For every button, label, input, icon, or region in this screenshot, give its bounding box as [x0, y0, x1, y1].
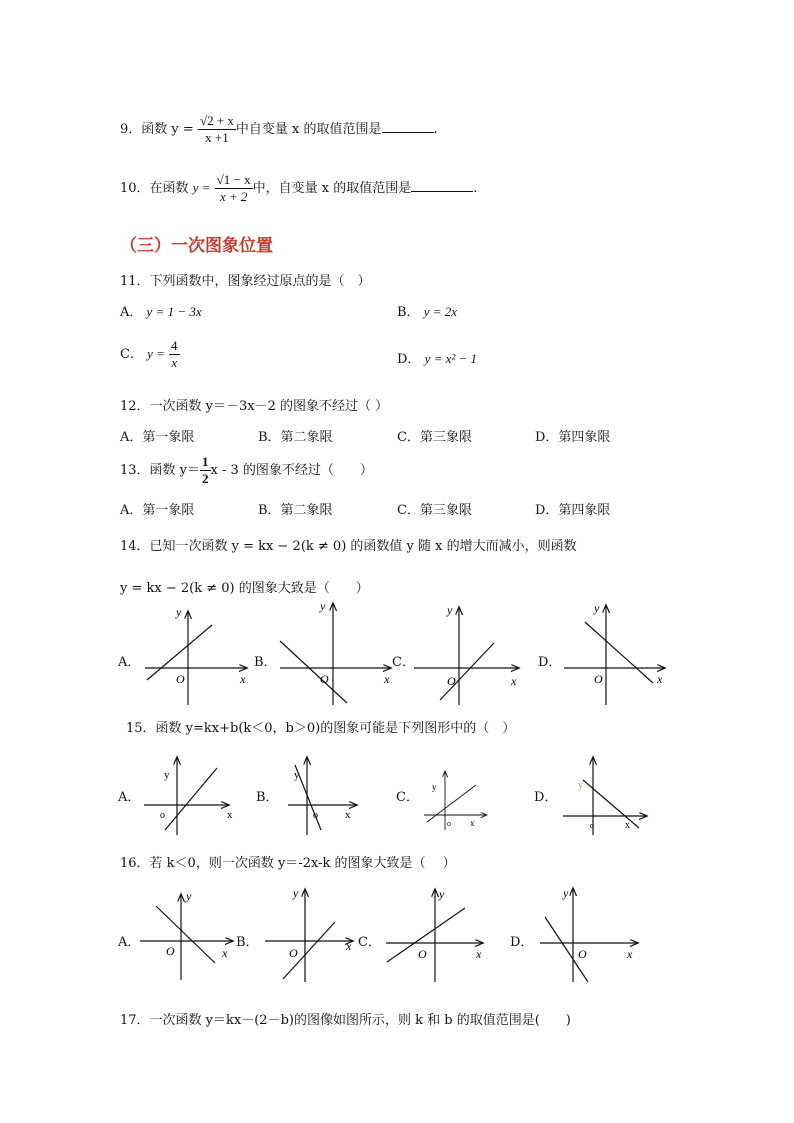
q14-label-d[interactable]: D． — [538, 655, 562, 670]
q13-option-d[interactable]: D．第四象限 — [535, 503, 611, 518]
q15-label-a[interactable]: A． — [118, 790, 141, 805]
svg-text:x: x — [657, 672, 663, 686]
q12-option-a[interactable]: A．第一象限 — [120, 430, 195, 445]
section-title: （三）一次图象位置 — [120, 236, 273, 256]
axis-x-label: x — [240, 672, 246, 686]
q15-graph-a[interactable] — [144, 758, 228, 835]
axis-y-label: y — [176, 605, 182, 619]
svg-text:o: o — [447, 819, 451, 828]
svg-text:x: x — [476, 947, 482, 961]
svg-text:x: x — [470, 818, 475, 828]
q11-option-d[interactable]: D． y = x² − 1 — [397, 351, 478, 367]
question-15: 15．函数 y=kx+b(k＜0，b＞0)的图象可能是下列图形中的（ ） — [126, 721, 516, 736]
svg-text:x: x — [345, 809, 351, 821]
q14-graph-a[interactable] — [145, 612, 246, 705]
svg-text:o: o — [590, 821, 594, 830]
q16-graph-b[interactable] — [265, 890, 352, 982]
q13-option-c[interactable]: C．第三象限 — [397, 503, 472, 518]
q13-option-a[interactable]: A．第一象限 — [120, 503, 195, 518]
q14-graph-d[interactable] — [564, 606, 664, 705]
q14-graph-b[interactable] — [280, 604, 390, 705]
q16-graph-c[interactable] — [386, 890, 482, 982]
question-9: 9．函数 y = $\frac{√2 + x}{x +1}$ 中自变量 x 的取值范围是 . — [120, 113, 438, 145]
svg-text:y: y — [447, 603, 453, 617]
question-11: 11．下列函数中，图象经过原点的是（ ） — [120, 274, 371, 289]
q16-graph-a[interactable] — [140, 895, 232, 980]
q9-fraction: $\frac{√2 + x}{x +1}$ — [199, 113, 234, 145]
question-10: 10．在函数 y = $\frac{√1 - x}{x + 2}$ 中，自变量 x 的取值范围是 . — [120, 172, 478, 204]
svg-text:x: x — [384, 672, 390, 686]
origin-label: O — [176, 672, 185, 686]
svg-text:O: O — [166, 944, 175, 958]
svg-text:x: x — [511, 674, 517, 688]
question-14-line2: y = kx − 2(k ≠ 0) 的图象大致是（ ） — [120, 581, 369, 596]
q15-label-c[interactable]: C． — [396, 790, 419, 805]
q10-fraction: $\frac{√1 - x}{x + 2}$ — [216, 172, 251, 204]
q15-graph-d[interactable] — [563, 758, 646, 835]
q14-label-a[interactable]: A． — [118, 655, 141, 670]
q12-option-c[interactable]: C．第三象限 — [397, 430, 472, 445]
question-16: 16．若 k＜0，则一次函数 y＝-2x-k 的图象大致是（ ） — [120, 856, 456, 871]
svg-text:O: O — [320, 672, 329, 686]
svg-text:y: y — [594, 601, 600, 615]
svg-text:O: O — [447, 674, 456, 688]
svg-text:x: x — [227, 809, 233, 821]
svg-text:y: y — [293, 886, 299, 900]
q16-label-b[interactable]: B． — [236, 935, 259, 950]
svg-text:y: y — [320, 599, 326, 613]
svg-text:y: y — [439, 887, 445, 901]
svg-text:x: x — [627, 947, 633, 961]
svg-text:y: y — [563, 886, 569, 900]
svg-text:o: o — [313, 810, 318, 821]
question-14-line1: 14．已知一次函数 y = kx − 2(k ≠ 0) 的函数值 y 随 x 的增大而减小，则函数 — [120, 539, 577, 554]
q16-label-d[interactable]: D． — [510, 935, 534, 950]
q16-label-c[interactable]: C． — [358, 935, 381, 950]
svg-text:O: O — [418, 947, 427, 961]
q11-option-b[interactable]: B． y = 2x — [397, 304, 458, 320]
q11-option-c[interactable]: C． y = $\frac{4}{x}$ — [120, 338, 178, 370]
q15-graph-c[interactable] — [424, 772, 486, 830]
q16-graph-d[interactable] — [540, 889, 637, 982]
svg-text:x: x — [222, 946, 228, 960]
q15-label-d[interactable]: D． — [534, 790, 558, 805]
svg-text:y: y — [186, 889, 192, 903]
svg-text:O: O — [594, 672, 603, 686]
q14-graph-c[interactable] — [414, 608, 518, 705]
svg-text:x: x — [625, 820, 630, 831]
svg-text:o: o — [160, 810, 165, 821]
q14-label-b[interactable]: B． — [254, 655, 277, 670]
svg-text:y: y — [578, 780, 583, 791]
svg-text:y: y — [164, 769, 170, 781]
q15-label-b[interactable]: B． — [256, 790, 279, 805]
q13-option-b[interactable]: B．第二象限 — [258, 503, 333, 518]
question-12: 12．一次函数 y＝－3x－2 的图象不经过（ ） — [120, 399, 389, 414]
question-17: 17．一次函数 y＝kx－(2－b)的图像如图所示，则 k 和 b 的取值范围是( ) — [120, 1013, 571, 1028]
svg-text:y: y — [294, 769, 300, 781]
q16-label-a[interactable]: A． — [118, 935, 141, 950]
q14-label-c[interactable]: C． — [392, 655, 415, 670]
q11-option-a[interactable]: A． y = 1 − 3x — [120, 304, 202, 320]
q12-option-d[interactable]: D．第四象限 — [535, 430, 611, 445]
svg-text:O: O — [578, 947, 587, 961]
question-13: 13．函数 y＝ $\frac{1}{2}$ x - 3 的图象不经过（ ） — [120, 454, 373, 486]
q12-option-b[interactable]: B．第二象限 — [258, 430, 333, 445]
svg-text:O: O — [289, 946, 298, 960]
svg-text:y: y — [432, 782, 437, 792]
svg-text:x: x — [346, 939, 352, 953]
